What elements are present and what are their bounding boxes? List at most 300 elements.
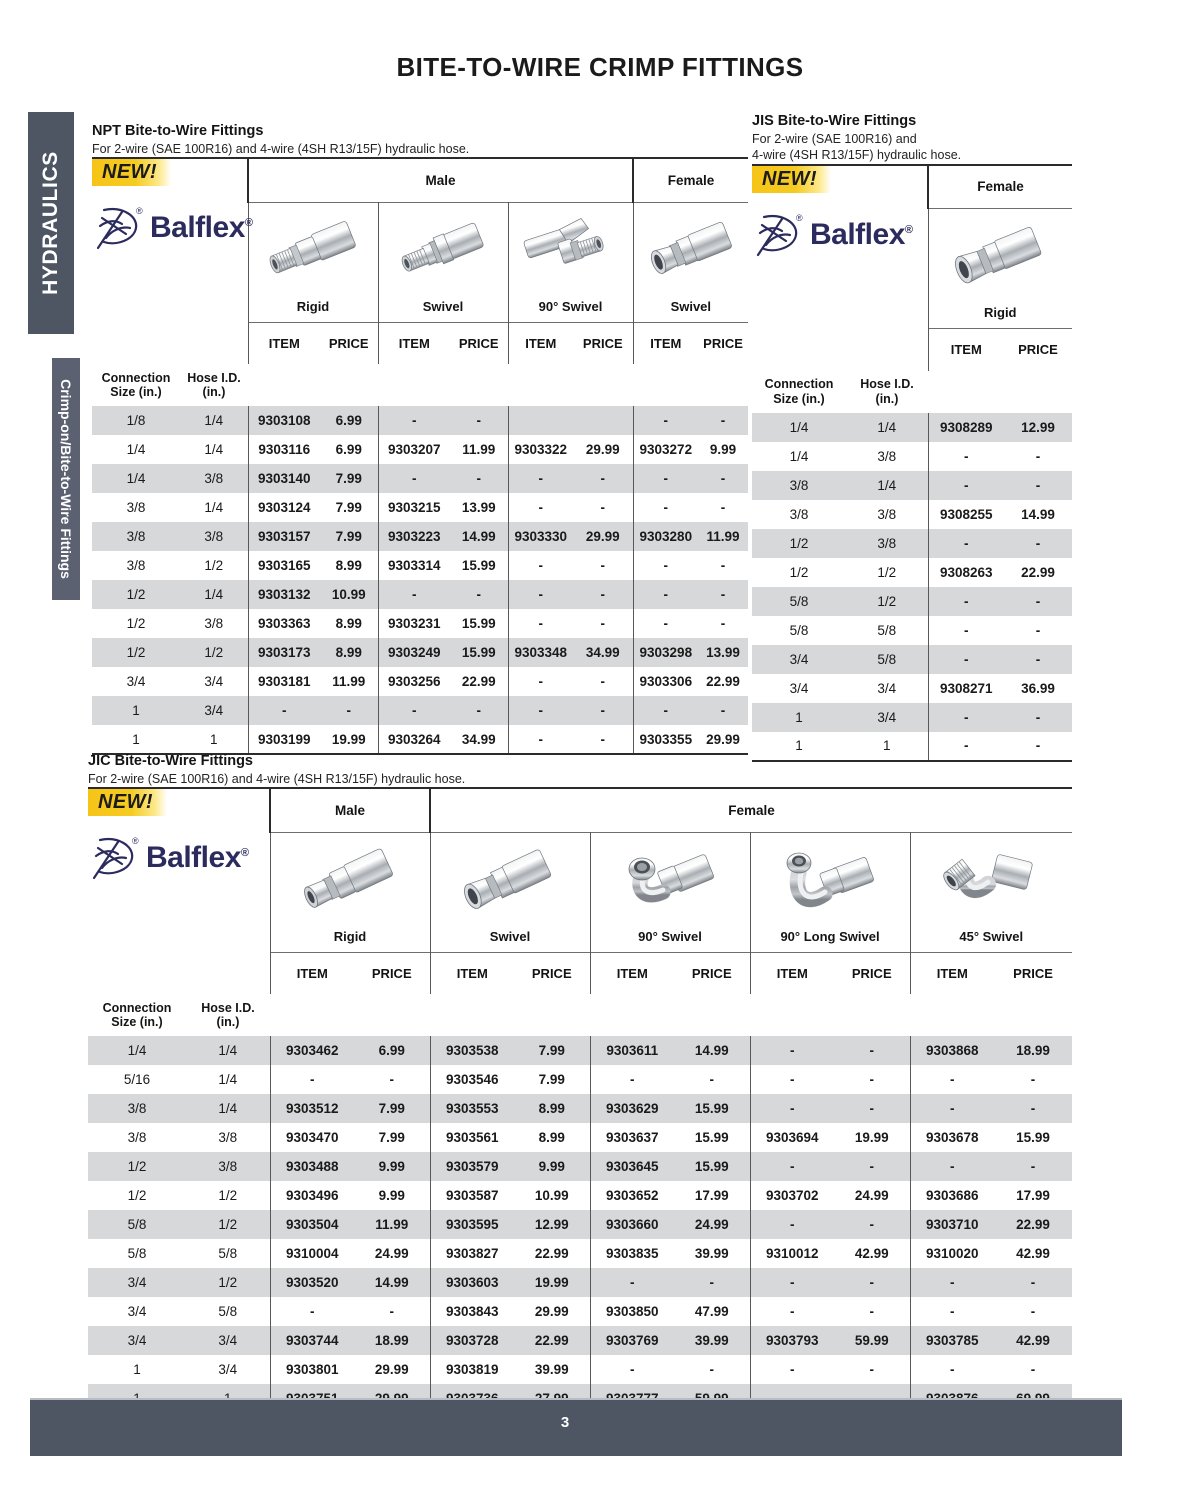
cell-price: 19.99 [514,1268,590,1297]
cell-price: 39.99 [674,1326,750,1355]
cell-price: 22.99 [534,1246,569,1262]
cell-item-number: 9303132 [248,580,320,609]
table-row [752,587,1072,616]
cell-hose-id: 5/8 [218,1246,238,1262]
table-row [88,1123,1072,1152]
cell-hose-id: 3/8 [180,522,248,551]
cell-hose-id: 1 [882,738,891,754]
jis-col-connection: Connection Size (in.) [764,377,834,406]
cell-hose-id: 1/2 [877,564,897,580]
cell-hose-id: 1 [209,731,218,747]
cell-price: - [450,464,508,493]
cell-hose-id: 3/4 [204,674,224,690]
balflex-wordmark: Balflex® [146,841,249,875]
npt-product-swivel [378,202,508,322]
cell-connection-size: 3/8 [789,506,809,522]
npt-col-item-2: ITEM [378,322,450,364]
cell-price: 42.99 [994,1326,1072,1355]
cell-price: 14.99 [354,1268,430,1297]
cell-price: - [1004,703,1072,732]
cell-price: 8.99 [538,1130,565,1146]
jis-product-rigid [928,209,1072,329]
cell-price: 8.99 [335,558,362,574]
cell-price: 8.99 [320,638,378,667]
cell-item-number: 9303348 [508,638,573,667]
cell-price: 11.99 [698,522,748,551]
table-row [92,493,748,522]
jic-data-rows [88,1036,1072,1413]
cell-price: 14.99 [1021,506,1055,522]
cell-item-number: - [633,696,698,725]
cell-price: 14.99 [450,522,508,551]
cell-connection-size: 1/2 [88,1152,186,1181]
cell-item-number: 9308255 [928,500,1004,529]
cell-item-number: 9303827 [430,1239,514,1268]
cell-connection-size: 1 [92,696,180,725]
cell-item-number: - [633,406,698,435]
cell-price: 24.99 [674,1210,750,1239]
cell-connection-size: 1 [752,703,846,732]
table-row [88,1094,1072,1123]
cell-item-number: 9303165 [248,551,320,580]
cell-price: 15.99 [461,558,496,574]
cell-item-number: 9303181 [248,667,320,696]
cell-price: 39.99 [694,1246,729,1262]
sidebar-tab-crimp-on[interactable] [52,358,80,600]
sidebar-tab-crimp-on-label: Crimp-on/Bite-to-Wire Fittings [58,379,74,579]
jic-caption-90-long-swivel: 90° Long Swivel [780,928,880,944]
cell-hose-id: 3/4 [180,696,248,725]
table-row [88,1210,1072,1239]
table-row [88,1239,1072,1268]
cell-item-number: 9303173 [248,638,320,667]
cell-price: 18.99 [354,1326,430,1355]
cell-connection-size: 3/8 [92,522,180,551]
npt-caption-female-swivel: Swivel [670,298,712,314]
cell-item-number: - [633,609,698,638]
npt-col-item-3: ITEM [508,322,573,364]
cell-price: - [994,1268,1072,1297]
cell-item-number: 9303587 [430,1181,514,1210]
balflex-wordmark: Balflex® [150,211,253,245]
cell-price: 11.99 [354,1210,430,1239]
cell-price: - [1004,529,1072,558]
cell-price: - [994,1094,1072,1123]
cell-price: - [869,1072,875,1088]
jis-subtitle: For 2-wire (SAE 100R16) and 4-wire (4SH R13/15F) hydraulic hose. [752,132,962,163]
cell-connection-size: 3/4 [126,674,146,690]
cell-item-number: 9303470 [270,1123,354,1152]
balflex-logo [92,204,253,252]
cell-connection-size: 1/2 [127,1188,147,1204]
cell-price: 13.99 [461,500,496,516]
cell-price: - [720,500,726,516]
svg-text:®: ® [132,836,139,847]
cell-price: - [709,1362,715,1378]
jic-group-female: Female [430,788,1072,832]
cell-price: 17.99 [1016,1188,1050,1204]
npt-col-price-2: PRICE [458,336,499,352]
cell-item-number: 9308289 [928,413,1004,442]
cell-hose-id: 1/4 [204,500,224,516]
jic-col-price-1: PRICE [371,966,412,982]
npt-col-hose: Hose I.D. (in.) [187,371,241,400]
cell-item-number: - [910,1355,994,1384]
cell-item-number: - [508,464,573,493]
npt-caption-swivel: Swivel [422,298,464,314]
cell-item-number: - [910,1152,994,1181]
cell-price: 8.99 [335,616,362,632]
cell-hose-id: 1/4 [180,580,248,609]
cell-item-number: 9303256 [378,667,450,696]
npt-subtitle: For 2-wire (SAE 100R16) and 4-wire (4SH R13/15F) hydraulic hose. [92,142,470,157]
fitting-45-swivel-icon [911,833,1073,925]
cell-item-number: 9303355 [633,725,698,754]
cell-connection-size: 3/8 [88,1094,186,1123]
cell-item-number: 9303694 [750,1123,834,1152]
cell-connection-size: 3/8 [127,1130,147,1146]
cell-price: 18.99 [994,1036,1072,1065]
cell-price: 9.99 [378,1188,405,1204]
npt-caption-rigid: Rigid [296,298,330,314]
cell-price: 11.99 [332,674,366,690]
cell-price: - [709,1072,715,1088]
cell-item-number: 9303520 [270,1268,354,1297]
section-jic [88,752,1072,1414]
jic-caption-swivel: Swivel [489,928,531,944]
cell-item-number: - [508,609,573,638]
cell-price: - [1004,471,1072,500]
cell-item-number: 9303512 [270,1094,354,1123]
cell-item-number: 9303108 [248,406,320,435]
cell-connection-size: 3/4 [88,1268,186,1297]
cell-price: 47.99 [694,1304,729,1320]
cell-price: 59.99 [834,1326,910,1355]
cell-price: 7.99 [320,464,378,493]
table-row [752,645,1072,674]
table-row [752,558,1072,587]
cell-price: - [600,616,606,632]
cell-item-number: - [928,587,1004,616]
jis-brand-block [752,165,928,371]
cell-hose-id: 3/8 [877,448,897,464]
npt-group-header-row [92,158,748,202]
cell-price: 9.99 [709,442,737,458]
npt-product-female-swivel [633,202,748,322]
cell-connection-size: 3/4 [127,1304,147,1320]
cell-item-number: - [750,1036,834,1065]
jic-col-item-5: ITEM [910,952,994,994]
jic-col-price-3: PRICE [691,966,732,982]
cell-hose-id: 1/2 [846,587,928,616]
cell-price: - [720,616,726,632]
balflex-mark-icon [88,834,144,882]
cell-item-number: 9303140 [248,464,320,493]
cell-item-number: 9303728 [430,1326,514,1355]
cell-hose-id: 1/4 [218,1072,238,1088]
jic-product-90-swivel [590,832,750,952]
jis-col-price: PRICE [1018,342,1058,358]
cell-hose-id: 3/8 [186,1152,270,1181]
cell-item-number: 9303678 [910,1123,994,1152]
new-badge: NEW! [752,166,831,193]
cell-item-number: 9303546 [430,1065,514,1094]
cell-price: 22.99 [994,1210,1072,1239]
cell-price: 22.99 [461,674,496,690]
cell-item-number: - [378,696,450,725]
sidebar-tab-hydraulics[interactable] [28,112,74,334]
cell-price: 9.99 [514,1152,590,1181]
table-row [92,406,748,435]
cell-price: - [1030,1072,1036,1088]
cell-item-number: 9303819 [430,1355,514,1384]
jis-data-rows [752,413,1072,761]
cell-connection-size: 3/4 [752,645,846,674]
cell-price: - [869,1362,875,1378]
cell-item-number: - [750,1268,834,1297]
jis-caption-rigid: Rigid [984,305,1017,321]
cell-price: - [834,1094,910,1123]
table-row [92,609,748,638]
cell-item-number: - [750,1094,834,1123]
cell-connection-size: 5/8 [88,1210,186,1239]
npt-col-price-3: PRICE [582,336,623,352]
jic-group-header-row [88,788,1072,832]
jic-col-item-2: ITEM [430,952,514,994]
cell-item-number: 9303801 [270,1355,354,1384]
table-row [752,703,1072,732]
cell-item-number: 9303595 [430,1210,514,1239]
cell-item-number: 9303272 [633,435,698,464]
table-row [92,667,748,696]
cell-hose-id: 3/4 [218,1362,238,1378]
cell-hose-id: 5/8 [218,1304,238,1320]
cell-price: - [573,580,633,609]
table-row [88,1152,1072,1181]
cell-price: 15.99 [1016,1130,1050,1146]
cell-item-number: - [270,1297,354,1326]
cell-connection-size: 1/2 [92,638,180,667]
cell-price: - [1035,622,1041,638]
npt-table [92,157,748,755]
cell-hose-id: 1/4 [186,1036,270,1065]
cell-price: 34.99 [573,638,633,667]
cell-price: 19.99 [331,731,366,747]
npt-col-price-1: PRICE [328,336,369,352]
cell-hose-id: 3/8 [204,616,224,632]
jis-title: JIS Bite-to-Wire Fittings [752,113,917,129]
cell-connection-size: 1/4 [92,464,180,493]
cell-price: 29.99 [534,1304,569,1320]
npt-col-item-4: ITEM [633,322,698,364]
jis-table [752,164,1072,762]
cell-item-number: 9310004 [270,1239,354,1268]
cell-price: 10.99 [320,580,378,609]
cell-item-number: - [508,580,573,609]
table-row [92,580,748,609]
cell-connection-size: 1/2 [126,616,146,632]
cell-item-number: 9308271 [928,674,1004,703]
cell-hose-id: 3/8 [218,1130,238,1146]
svg-text:®: ® [796,212,803,223]
jic-product-rigid [270,832,430,952]
cell-price: 7.99 [320,522,378,551]
cell-item-number: 9303116 [248,435,320,464]
cell-hose-id: 5/8 [877,622,897,638]
cell-price: 7.99 [354,1094,430,1123]
cell-item-number: 9303124 [248,493,320,522]
cell-price: 7.99 [378,1130,405,1146]
npt-title: NPT Bite-to-Wire Fittings [92,123,264,139]
jic-col-price-2: PRICE [531,966,572,982]
cell-price: - [389,1072,394,1088]
jis-size-header-row [752,371,1072,413]
cell-price: 29.99 [706,731,740,747]
npt-size-header-row [92,364,748,406]
cell-item-number: 9303538 [430,1036,514,1065]
cell-item-number: 9303785 [910,1326,994,1355]
cell-hose-id: 3/4 [186,1326,270,1355]
cell-item-number: - [750,1297,834,1326]
table-row [88,1065,1072,1094]
cell-price: - [573,696,633,725]
cell-price: 29.99 [374,1362,409,1378]
cell-hose-id: 1/4 [846,413,928,442]
table-row [752,674,1072,703]
table-row [88,1036,1072,1065]
cell-connection-size: 5/8 [127,1246,147,1262]
cell-item-number: 9303553 [430,1094,514,1123]
cell-item-number: 9303363 [248,609,320,638]
cell-item-number: - [590,1268,674,1297]
npt-brand-block [92,158,253,364]
cell-connection-size: 1/4 [752,413,846,442]
cell-item-number: - [590,1065,674,1094]
jic-table-head [88,788,1072,1036]
cell-item-number: 9303660 [590,1210,674,1239]
cell-item-number: 9303702 [750,1181,834,1210]
cell-price: - [1030,1304,1036,1320]
cell-price: 42.99 [854,1246,889,1262]
npt-group-male: Male [248,158,633,202]
npt-group-female: Female [633,158,748,202]
cell-item-number: 9303579 [430,1152,514,1181]
cell-price: - [834,1152,910,1181]
page-title: BITE-TO-WIRE CRIMP FITTINGS [396,52,804,82]
cell-item-number: 9303496 [270,1181,354,1210]
cell-hose-id: 5/8 [846,645,928,674]
cell-item-number: - [508,551,573,580]
cell-price: 15.99 [461,616,496,632]
cell-item-number: - [910,1268,994,1297]
cell-price: - [573,464,633,493]
cell-item-number: 9303744 [270,1326,354,1355]
npt-caption-90-swivel: 90° Swivel [538,298,603,314]
cell-connection-size: 5/8 [789,622,809,638]
cell-price: - [720,558,726,574]
jic-product-45-swivel [910,832,1072,952]
cell-hose-id: 1/4 [846,471,928,500]
fitting-90-swivel-icon [591,833,750,925]
fitting-swivel-female-icon [634,203,749,295]
cell-item-number: 9303207 [378,435,450,464]
cell-price: - [1004,587,1072,616]
cell-price: 12.99 [514,1210,590,1239]
npt-col-connection: Connection Size (in.) [101,371,171,400]
cell-item-number: - [633,464,698,493]
fitting-swivel-female-icon [431,833,590,925]
cell-price: 15.99 [674,1152,750,1181]
cell-item-number: - [750,1210,834,1239]
cell-item-number: - [508,493,573,522]
cell-item-number: - [928,471,1004,500]
cell-price: 22.99 [1021,564,1055,580]
cell-item-number: 9303603 [430,1268,514,1297]
cell-item-number: 9303843 [430,1297,514,1326]
jic-col-price-4: PRICE [851,966,892,982]
cell-price: 7.99 [538,1072,565,1088]
cell-price [573,406,633,435]
cell-item-number: - [270,1065,354,1094]
cell-hose-id: 1/4 [186,1094,270,1123]
cell-item-number: - [633,551,698,580]
cell-hose-id: 1/2 [186,1210,270,1239]
npt-product-90-swivel [508,202,633,322]
table-row [92,435,748,464]
cell-price: - [1035,738,1041,754]
cell-item-number: 9303157 [248,522,320,551]
cell-price: 24.99 [854,1188,889,1204]
cell-item-number: - [910,1297,994,1326]
cell-price: - [450,696,508,725]
cell-connection-size: 1/2 [789,564,809,580]
cell-price: 12.99 [1004,413,1072,442]
cell-price: - [994,1152,1072,1181]
jic-caption-90-swivel: 90° Swivel [638,928,702,944]
table-row [92,696,748,725]
cell-item-number: - [750,1152,834,1181]
balflex-logo [752,211,927,259]
table-row [92,522,748,551]
cell-item-number: 9303637 [590,1123,674,1152]
cell-item-number: 9303314 [378,551,450,580]
cell-connection-size: 3/8 [752,471,846,500]
npt-product-rigid [248,202,378,322]
cell-item-number: 9303629 [590,1094,674,1123]
cell-price: 15.99 [450,638,508,667]
balflex-mark-icon [752,211,808,259]
cell-item-number: - [378,464,450,493]
cell-item-number: - [910,1065,994,1094]
cell-price: 7.99 [514,1036,590,1065]
cell-item-number: - [928,703,1004,732]
jic-subtitle: For 2-wire (SAE 100R16) and 4-wire (4SH R13/15F) hydraulic hose. [88,772,466,787]
cell-price: 34.99 [461,731,496,747]
cell-price: - [834,1210,910,1239]
cell-price: 36.99 [1021,680,1055,696]
cell-item-number: - [248,696,320,725]
cell-connection-size: 3/4 [789,680,809,696]
cell-price: - [600,731,606,747]
fitting-90-long-swivel-icon [751,833,910,925]
cell-hose-id: 1/4 [180,406,248,435]
jic-caption-45-swivel: 45° Swivel [959,928,1024,944]
fitting-90-swivel-male-icon [509,203,633,295]
cell-hose-id: 1/2 [204,558,224,574]
cell-item-number: 9310020 [910,1239,994,1268]
balflex-logo [88,834,269,882]
cell-item-number: - [633,580,698,609]
